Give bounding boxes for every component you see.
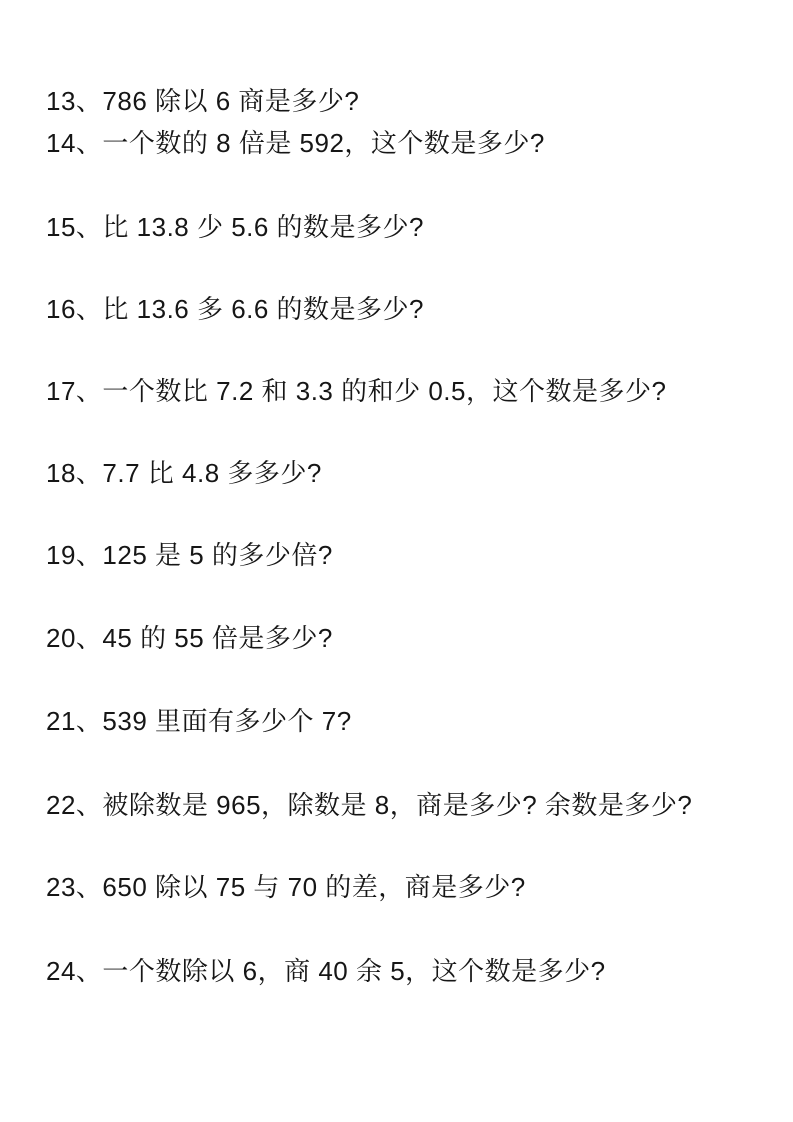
question-line-24: 24、一个数除以 6，商 40 余 5，这个数是多少? — [46, 956, 606, 986]
question-line-21: 21、539 里面有多少个 7? — [46, 706, 352, 736]
question-line-19: 19、125 是 5 的多少倍? — [46, 540, 333, 570]
question-line-20: 20、45 的 55 倍是多少? — [46, 623, 333, 653]
question-line-14: 14、一个数的 8 倍是 592，这个数是多少? — [46, 128, 545, 158]
question-line-22: 22、被除数是 965，除数是 8，商是多少? 余数是多少? — [46, 790, 693, 820]
question-line-17: 17、一个数比 7.2 和 3.3 的和少 0.5，这个数是多少? — [46, 376, 667, 406]
question-line-18: 18、7.7 比 4.8 多多少? — [46, 458, 322, 488]
question-line-23: 23、650 除以 75 与 70 的差，商是多少? — [46, 872, 526, 902]
question-line-16: 16、比 13.6 多 6.6 的数是多少? — [46, 294, 425, 324]
question-line-15: 15、比 13.8 少 5.6 的数是多少? — [46, 212, 425, 242]
question-line-13: 13、786 除以 6 商是多少? — [46, 86, 360, 116]
